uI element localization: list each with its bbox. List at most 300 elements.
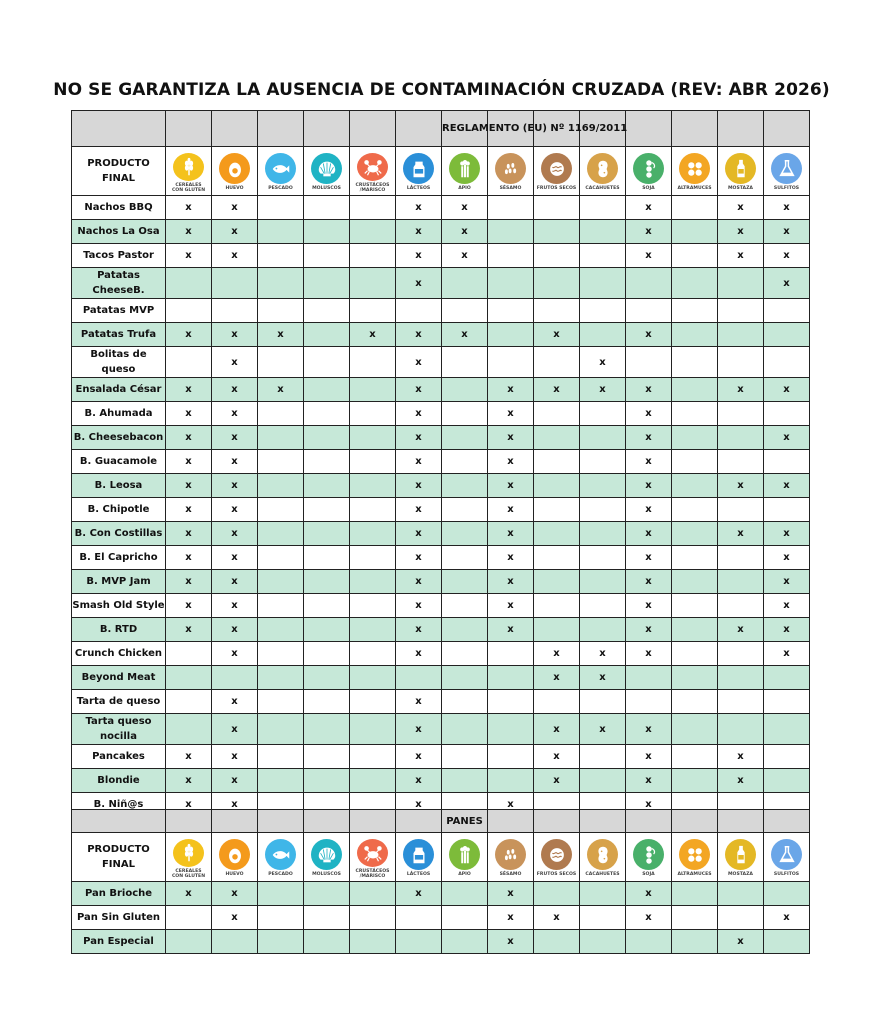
band-cell <box>350 810 396 833</box>
allergen-mark <box>488 714 534 745</box>
allergen-mark <box>672 666 718 690</box>
band-cell <box>166 111 212 147</box>
allergen-mark: x <box>396 546 442 570</box>
allergen-mark <box>672 882 718 906</box>
allergen-mark <box>258 618 304 642</box>
allergen-mark: x <box>718 196 764 220</box>
band-cell <box>442 810 488 833</box>
allergen-mark <box>764 714 810 745</box>
allergen-mark <box>764 299 810 323</box>
allergen-label: FRUTOS SECOS <box>536 186 577 191</box>
allergen-mark <box>672 474 718 498</box>
wheat-icon <box>173 153 204 181</box>
table-row <box>72 930 810 954</box>
page-title: NO SE GARANTIZA LA AUSENCIA DE CONTAMINACIÓN CRUZADA (REV: ABR 2026) <box>53 80 830 100</box>
allergen-mark: x <box>396 268 442 299</box>
allergen-mark <box>258 546 304 570</box>
product-name-label: Smash Old Style <box>72 600 165 611</box>
allergen-table <box>71 110 810 817</box>
allergen-label: MOLUSCOS <box>312 186 341 191</box>
allergen-mark: x <box>534 745 580 769</box>
allergen-mark: x <box>718 378 764 402</box>
allergen-mark: x <box>166 426 212 450</box>
table-row <box>72 618 810 642</box>
allergen-mark <box>258 474 304 498</box>
allergen-mark <box>718 498 764 522</box>
allergen-mark <box>442 714 488 745</box>
allergen-column-header <box>396 147 442 196</box>
allergen-mark <box>442 930 488 954</box>
allergen-mark <box>350 268 396 299</box>
allergen-mark <box>304 402 350 426</box>
allergen-label: PESCADO <box>268 186 293 191</box>
allergen-mark <box>350 930 396 954</box>
allergen-mark <box>580 474 626 498</box>
allergen-mark <box>488 347 534 378</box>
table-row <box>72 402 810 426</box>
allergen-mark: x <box>488 402 534 426</box>
allergen-mark <box>580 906 626 930</box>
allergen-mark: x <box>166 323 212 347</box>
allergen-mark <box>672 546 718 570</box>
allergen-mark: x <box>764 906 810 930</box>
allergen-mark <box>764 323 810 347</box>
peanut-icon <box>587 153 618 184</box>
allergen-mark <box>488 299 534 323</box>
allergen-mark <box>304 474 350 498</box>
allergen-mark: x <box>626 618 672 642</box>
allergen-mark: x <box>396 474 442 498</box>
allergen-mark <box>350 498 396 522</box>
allergen-mark <box>764 450 810 474</box>
celery-icon <box>449 153 480 184</box>
allergen-mark <box>672 594 718 618</box>
allergen-mark <box>718 268 764 299</box>
allergen-mark <box>304 618 350 642</box>
product-name-label: Nachos BBQ <box>84 202 153 213</box>
allergen-mark: x <box>166 402 212 426</box>
allergen-mark <box>672 769 718 793</box>
allergen-mark: x <box>442 323 488 347</box>
allergen-mark <box>166 930 212 954</box>
product-name <box>72 378 166 402</box>
allergen-mark: x <box>580 347 626 378</box>
allergen-label: MOSTAZA <box>727 872 753 877</box>
product-name-label: B. Chipotle <box>87 504 150 515</box>
product-name <box>72 347 166 378</box>
allergen-mark <box>442 594 488 618</box>
allergen-mark: x <box>626 402 672 426</box>
allergen-mark <box>672 906 718 930</box>
allergen-mark: x <box>488 793 534 817</box>
band-cell <box>764 111 810 147</box>
allergen-mark <box>258 347 304 378</box>
mustard-icon <box>725 153 756 184</box>
allergen-column-header <box>626 833 672 882</box>
allergen-column-header <box>258 833 304 882</box>
allergen-mark: x <box>442 244 488 268</box>
lupin-icon <box>679 153 710 184</box>
allergen-mark <box>304 714 350 745</box>
allergen-mark <box>258 268 304 299</box>
allergen-mark: x <box>166 882 212 906</box>
product-name <box>72 323 166 347</box>
allergen-mark <box>764 402 810 426</box>
product-name <box>72 594 166 618</box>
allergen-mark <box>304 769 350 793</box>
allergen-mark <box>258 402 304 426</box>
allergen-mark: x <box>212 594 258 618</box>
table-row <box>72 474 810 498</box>
allergen-mark: x <box>166 594 212 618</box>
allergen-mark <box>350 220 396 244</box>
product-header-label: PRODUCTO FINAL <box>87 844 150 870</box>
band-cell <box>350 111 396 147</box>
allergen-mark <box>534 299 580 323</box>
allergen-mark <box>580 450 626 474</box>
allergen-mark <box>442 666 488 690</box>
allergen-mark <box>258 666 304 690</box>
allergen-mark <box>166 268 212 299</box>
allergen-mark <box>304 522 350 546</box>
table-row <box>72 690 810 714</box>
product-name-label: Pan Especial <box>83 936 154 947</box>
allergen-mark <box>442 426 488 450</box>
allergen-column-header <box>534 147 580 196</box>
band-cell <box>764 810 810 833</box>
allergen-column-header <box>718 833 764 882</box>
allergen-mark <box>718 714 764 745</box>
allergen-mark: x <box>166 220 212 244</box>
allergen-mark <box>672 220 718 244</box>
allergen-mark <box>580 323 626 347</box>
allergen-mark <box>258 426 304 450</box>
product-name <box>72 690 166 714</box>
allergen-mark <box>488 244 534 268</box>
allergen-mark <box>672 522 718 546</box>
allergen-column-header <box>718 147 764 196</box>
band-cell <box>534 810 580 833</box>
allergen-column-header <box>304 147 350 196</box>
table-row <box>72 323 810 347</box>
band-cell <box>580 810 626 833</box>
product-name <box>72 426 166 450</box>
allergen-mark: x <box>396 244 442 268</box>
allergen-mark: x <box>718 522 764 546</box>
allergen-mark: x <box>580 666 626 690</box>
allergen-mark <box>580 769 626 793</box>
flask-icon <box>771 153 802 184</box>
allergen-column-header <box>488 147 534 196</box>
allergen-mark <box>304 882 350 906</box>
allergen-mark <box>672 244 718 268</box>
product-name-label: Tarta queso nocilla <box>85 716 152 742</box>
product-name <box>72 930 166 954</box>
allergen-mark: x <box>626 474 672 498</box>
allergen-mark <box>488 323 534 347</box>
product-name <box>72 268 166 299</box>
allergen-mark <box>350 642 396 666</box>
allergen-mark: x <box>488 546 534 570</box>
allergen-mark <box>534 882 580 906</box>
band-cell <box>166 810 212 833</box>
allergen-mark <box>534 450 580 474</box>
allergen-mark <box>396 906 442 930</box>
allergen-mark <box>304 299 350 323</box>
table-row <box>72 714 810 745</box>
allergen-mark <box>350 690 396 714</box>
milk-icon <box>403 153 434 184</box>
allergen-mark <box>442 378 488 402</box>
allergen-mark: x <box>764 594 810 618</box>
allergen-mark: x <box>396 498 442 522</box>
allergen-mark <box>212 268 258 299</box>
soy-icon <box>633 839 664 870</box>
allergen-mark: x <box>626 378 672 402</box>
allergen-mark <box>764 666 810 690</box>
allergen-mark: x <box>212 498 258 522</box>
allergen-mark <box>580 268 626 299</box>
allergen-mark <box>580 426 626 450</box>
crab-icon <box>357 839 388 867</box>
allergen-column-header <box>534 833 580 882</box>
allergen-mark <box>534 546 580 570</box>
product-header <box>72 833 166 882</box>
band-cell <box>626 810 672 833</box>
allergen-mark: x <box>166 522 212 546</box>
allergen-column-header <box>350 833 396 882</box>
allergen-mark <box>718 882 764 906</box>
allergen-mark: x <box>212 347 258 378</box>
band-cell <box>258 111 304 147</box>
allergen-header-row <box>72 833 810 882</box>
allergen-mark <box>258 196 304 220</box>
allergen-mark <box>350 450 396 474</box>
allergen-mark <box>672 299 718 323</box>
allergen-mark <box>580 546 626 570</box>
product-name <box>72 196 166 220</box>
allergen-mark: x <box>718 618 764 642</box>
allergen-mark <box>580 220 626 244</box>
allergen-mark <box>442 498 488 522</box>
allergen-mark: x <box>166 474 212 498</box>
allergen-mark <box>488 642 534 666</box>
allergen-mark <box>672 930 718 954</box>
allergen-mark: x <box>166 498 212 522</box>
panes-header-label: PANES <box>446 815 483 827</box>
table-row <box>72 220 810 244</box>
allergen-mark <box>350 299 396 323</box>
allergen-mark <box>534 498 580 522</box>
allergen-mark: x <box>580 378 626 402</box>
fish-icon <box>265 839 296 870</box>
allergen-label: SULFITOS <box>773 872 800 877</box>
allergen-mark: x <box>166 546 212 570</box>
allergen-mark: x <box>626 323 672 347</box>
allergen-mark <box>258 450 304 474</box>
allergen-mark <box>442 618 488 642</box>
allergen-mark: x <box>764 618 810 642</box>
allergen-mark: x <box>626 244 672 268</box>
allergen-mark <box>626 930 672 954</box>
allergen-mark <box>304 196 350 220</box>
product-name <box>72 570 166 594</box>
allergen-mark <box>580 882 626 906</box>
nuts-icon <box>541 839 572 870</box>
allergen-mark <box>626 347 672 378</box>
allergen-mark: x <box>626 426 672 450</box>
allergen-mark: x <box>396 426 442 450</box>
allergen-mark <box>672 690 718 714</box>
allergen-mark: x <box>764 546 810 570</box>
lupin-icon <box>679 839 710 870</box>
allergen-mark: x <box>212 570 258 594</box>
product-name-label: B. MVP Jam <box>86 576 151 587</box>
allergen-mark <box>304 244 350 268</box>
allergen-mark: x <box>626 642 672 666</box>
allergen-mark: x <box>396 220 442 244</box>
allergen-mark: x <box>488 882 534 906</box>
table-row <box>72 546 810 570</box>
allergen-mark <box>258 690 304 714</box>
product-header <box>72 147 166 196</box>
allergen-mark <box>212 299 258 323</box>
allergen-mark: x <box>764 522 810 546</box>
product-name <box>72 220 166 244</box>
product-name-label: B. Niñ@s <box>93 799 144 810</box>
allergen-mark <box>488 196 534 220</box>
milk-icon <box>403 839 434 870</box>
allergen-mark: x <box>212 690 258 714</box>
allergen-mark: x <box>764 220 810 244</box>
allergen-mark <box>580 594 626 618</box>
allergen-mark <box>442 745 488 769</box>
allergen-mark: x <box>488 498 534 522</box>
allergen-mark <box>672 618 718 642</box>
allergen-mark <box>672 745 718 769</box>
allergen-mark: x <box>258 378 304 402</box>
allergen-label: HUEVO <box>225 872 244 877</box>
allergen-mark <box>718 546 764 570</box>
allergen-mark <box>442 474 488 498</box>
allergen-label: SULFITOS <box>773 186 800 191</box>
allergen-mark <box>304 323 350 347</box>
allergen-mark: x <box>212 882 258 906</box>
allergen-mark <box>350 714 396 745</box>
band-cell <box>718 111 764 147</box>
allergen-mark <box>764 882 810 906</box>
table-row <box>72 570 810 594</box>
table-row <box>72 426 810 450</box>
allergen-mark <box>166 347 212 378</box>
allergen-mark <box>488 690 534 714</box>
product-name <box>72 474 166 498</box>
allergen-mark: x <box>488 570 534 594</box>
allergen-column-header <box>764 833 810 882</box>
allergen-label: CACAHUETES <box>585 186 620 191</box>
allergen-mark <box>764 347 810 378</box>
allergen-mark <box>350 402 396 426</box>
allergen-mark <box>304 930 350 954</box>
product-name-label: Bolitas de queso <box>90 349 147 375</box>
allergen-mark: x <box>212 220 258 244</box>
allergen-mark: x <box>396 745 442 769</box>
allergen-mark: x <box>764 268 810 299</box>
allergen-mark <box>258 244 304 268</box>
allergen-mark: x <box>626 594 672 618</box>
product-name-label: Patatas Trufa <box>80 329 157 340</box>
allergen-column-header <box>442 833 488 882</box>
allergen-mark: x <box>626 220 672 244</box>
table-row <box>72 378 810 402</box>
allergen-label: CACAHUETES <box>585 872 620 877</box>
allergen-mark: x <box>166 769 212 793</box>
allergen-mark <box>258 882 304 906</box>
product-name-label: Blondie <box>97 775 140 786</box>
product-name-label: Crunch Chicken <box>74 648 163 659</box>
allergen-mark <box>488 268 534 299</box>
product-name <box>72 714 166 745</box>
allergen-mark <box>534 402 580 426</box>
band-cell <box>672 111 718 147</box>
allergen-mark <box>442 642 488 666</box>
allergen-mark <box>580 618 626 642</box>
product-name-label: B. Cheesebacon <box>73 432 164 443</box>
table-row <box>72 450 810 474</box>
band-cell <box>672 810 718 833</box>
allergen-mark <box>350 546 396 570</box>
allergen-mark: x <box>396 714 442 745</box>
allergen-mark: x <box>626 906 672 930</box>
allergen-mark <box>442 522 488 546</box>
allergen-mark <box>212 666 258 690</box>
shell-icon <box>311 153 342 184</box>
nuts-icon <box>541 153 572 184</box>
allergen-mark <box>718 402 764 426</box>
allergen-mark <box>534 220 580 244</box>
table-row <box>72 594 810 618</box>
allergen-mark <box>304 690 350 714</box>
allergen-mark: x <box>626 498 672 522</box>
allergen-column-header <box>212 833 258 882</box>
allergen-mark: x <box>718 244 764 268</box>
allergen-mark <box>764 745 810 769</box>
allergen-mark: x <box>626 882 672 906</box>
allergen-mark <box>212 930 258 954</box>
allergen-mark: x <box>534 714 580 745</box>
allergen-label: PESCADO <box>268 872 293 877</box>
allergen-mark <box>442 690 488 714</box>
allergen-mark: x <box>764 426 810 450</box>
product-name-label: Patatas MVP <box>82 305 155 316</box>
allergen-mark <box>350 426 396 450</box>
allergen-mark <box>672 402 718 426</box>
allergen-mark <box>166 666 212 690</box>
allergen-label: LÁCTEOS <box>406 186 431 191</box>
allergen-mark <box>350 347 396 378</box>
allergen-mark <box>764 769 810 793</box>
allergen-mark: x <box>626 714 672 745</box>
allergen-mark <box>534 522 580 546</box>
allergen-mark <box>304 450 350 474</box>
allergen-mark <box>488 745 534 769</box>
allergen-column-header <box>672 833 718 882</box>
allergen-mark: x <box>442 196 488 220</box>
allergen-mark: x <box>488 426 534 450</box>
allergen-label: MOLUSCOS <box>312 872 341 877</box>
allergen-mark <box>534 244 580 268</box>
allergen-mark <box>442 570 488 594</box>
